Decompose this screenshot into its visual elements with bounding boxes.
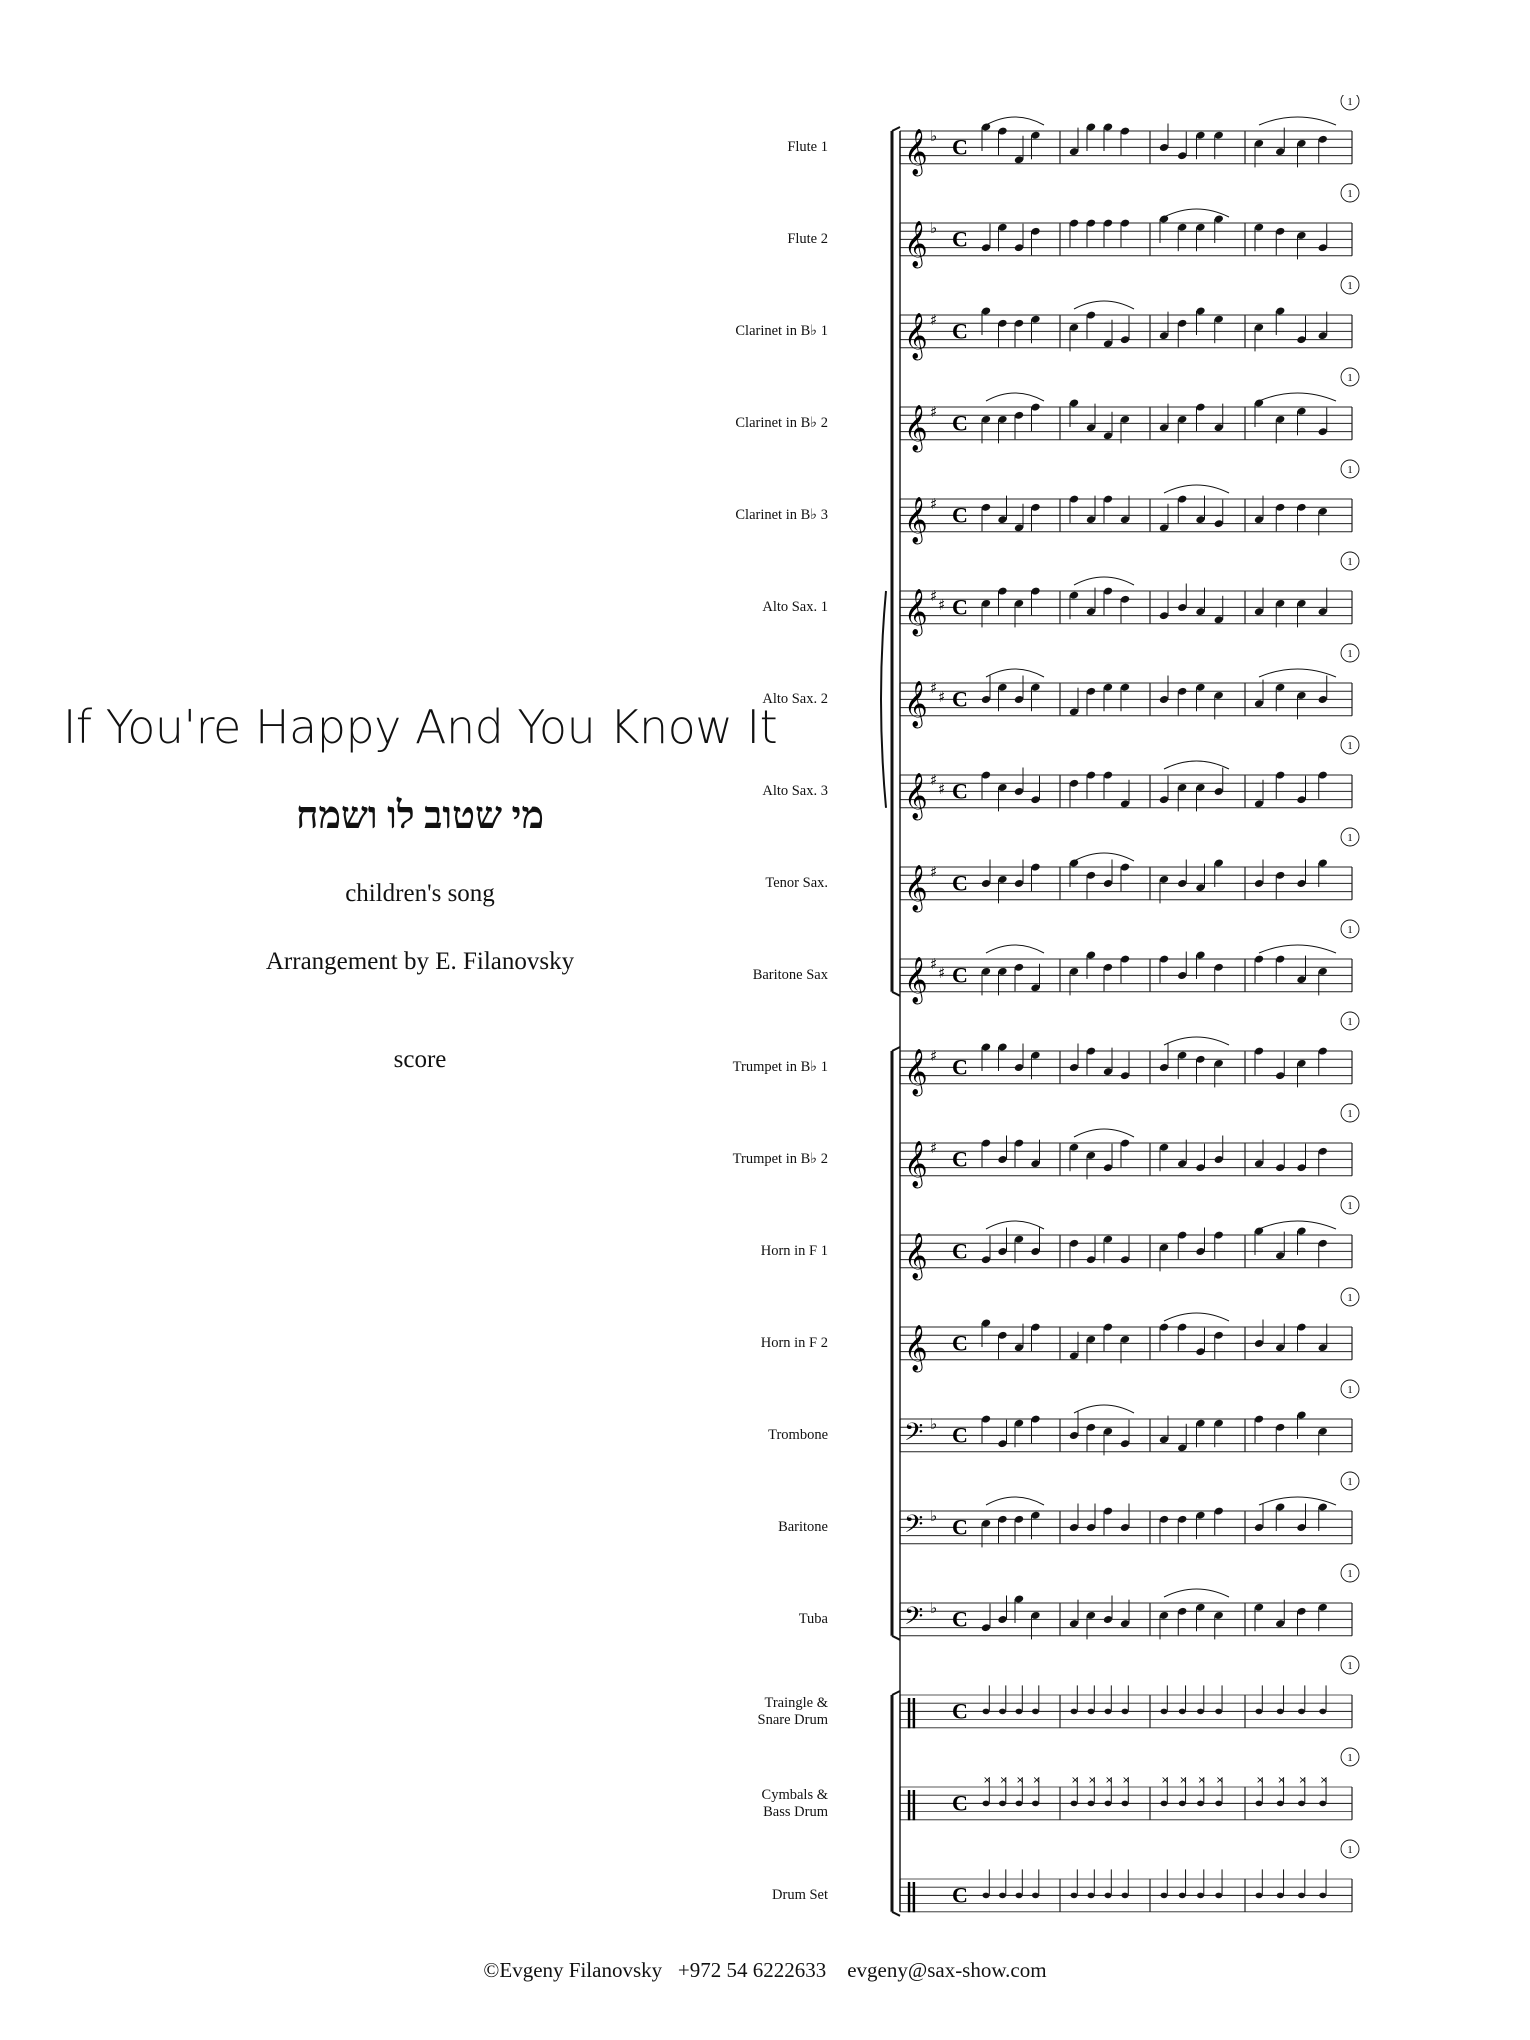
clef-icon: 𝄞 [904, 129, 928, 175]
instrument-label: Horn in F 1 [760, 1243, 828, 1260]
rehearsal-number: 1 [1347, 1108, 1353, 1120]
cymbal-note-icon: × [1161, 1775, 1170, 1786]
rehearsal-number: 1 [1347, 1200, 1353, 1212]
clef-icon: 𝄞 [904, 497, 928, 543]
cymbal-note-icon: × [1032, 1775, 1041, 1786]
key-signature-icon: ♯ [930, 495, 938, 513]
cymbal-note-icon: × [1298, 1775, 1307, 1786]
note-head [983, 1801, 990, 1807]
cymbal-note-icon: × [1197, 1775, 1206, 1786]
note-head [1298, 1709, 1305, 1715]
score-system [732, 95, 1360, 1955]
key-signature-icon: ♯ [938, 780, 946, 798]
bracket-hook [892, 1047, 900, 1051]
instrument-label: Traingle & Snare Drum [757, 1695, 828, 1729]
key-signature-icon: ♭ [930, 127, 938, 145]
note-head [1215, 1801, 1222, 1807]
key-signature-icon: ♯ [930, 955, 938, 973]
clef-icon: 𝄞 [904, 1049, 928, 1095]
clef-icon: 𝄞 [904, 405, 928, 451]
slur [986, 669, 1044, 677]
rehearsal-number: 1 [1347, 1660, 1353, 1672]
rehearsal-number: 1 [1347, 1568, 1353, 1580]
time-signature: C [952, 1146, 968, 1172]
key-signature-icon: ♯ [930, 403, 938, 421]
note-head [999, 1801, 1006, 1807]
cymbal-note-icon: × [1016, 1775, 1025, 1786]
key-signature-icon: ♭ [930, 1415, 938, 1433]
note-head [1016, 1893, 1023, 1899]
cymbal-note-icon: × [1088, 1775, 1097, 1786]
rehearsal-number: 1 [1347, 1844, 1353, 1856]
slur [1164, 761, 1229, 769]
key-signature-icon: ♯ [930, 1047, 938, 1065]
note-head [1179, 1893, 1186, 1899]
time-signature: C [952, 134, 968, 160]
instrument-label: Alto Sax. 1 [762, 599, 828, 616]
bracket-hook [892, 992, 900, 996]
cymbal-note-icon: × [1319, 1775, 1329, 1786]
cymbal-note-icon: × [1179, 1775, 1188, 1786]
note-head [1088, 1801, 1095, 1807]
time-signature: C [952, 410, 968, 436]
note-head [1071, 1893, 1078, 1899]
slur [1074, 1405, 1134, 1413]
time-signature: C [952, 1514, 968, 1540]
rehearsal-number: 1 [1347, 464, 1353, 476]
rehearsal-number: 1 [1347, 96, 1353, 108]
note-head [1071, 1801, 1078, 1807]
note-head [1032, 1801, 1039, 1807]
note-head [1319, 1893, 1326, 1899]
clef-icon: 𝄞 [904, 681, 928, 727]
instrument-label: Baritone Sax [752, 967, 828, 984]
note-head [1105, 1893, 1112, 1899]
key-signature-icon: ♯ [930, 679, 938, 697]
bracket-hook [892, 1636, 900, 1640]
note-head [1161, 1709, 1168, 1715]
rehearsal-number: 1 [1347, 1476, 1353, 1488]
rehearsal-number: 1 [1347, 740, 1353, 752]
instrument-label: Flute 1 [787, 139, 828, 156]
time-signature: C [952, 1238, 968, 1264]
score-label: score [393, 1046, 447, 1073]
instrument-label: Drum Set [772, 1887, 828, 1904]
instrument-label: Trumpet in B♭ 1 [732, 1059, 828, 1076]
note-head [1319, 1801, 1326, 1807]
clef-icon: 𝄞 [904, 221, 928, 267]
note-head [1197, 1709, 1204, 1715]
clef-icon: 𝄞 [904, 1325, 928, 1371]
arranger-credit: Arrangement by E. Filanovsky [265, 948, 575, 975]
score-notation [740, 95, 1360, 1955]
slur [1164, 1037, 1229, 1045]
note-head [999, 1709, 1006, 1715]
note-head [1298, 1893, 1305, 1899]
note-head [1215, 1893, 1222, 1899]
clef-icon: 𝄞 [904, 313, 928, 359]
note-head [1197, 1801, 1204, 1807]
time-signature: C [952, 778, 968, 804]
instrument-label: Trombone [768, 1427, 828, 1444]
slur [986, 945, 1044, 953]
instrument-label: Flute 2 [787, 231, 828, 248]
time-signature: C [952, 962, 968, 988]
note-head [1016, 1801, 1023, 1807]
note-head [1179, 1709, 1186, 1715]
instrument-label: Alto Sax. 2 [762, 691, 828, 708]
clef-icon: 𝄢 [904, 1418, 924, 1453]
note-head [1088, 1893, 1095, 1899]
clef-icon: ‖ [904, 1786, 919, 1821]
instrument-label: Clarinet in B♭ 2 [735, 415, 828, 432]
instrument-label: Tuba [798, 1611, 828, 1628]
note-head [1122, 1893, 1129, 1899]
instrument-label: Clarinet in B♭ 1 [735, 323, 828, 340]
slur [1164, 485, 1229, 493]
note-head [983, 1709, 990, 1715]
footer-copyright: ©Evgeny Filanovsky [483, 1958, 663, 1982]
rehearsal-number: 1 [1347, 188, 1353, 200]
note-head [1197, 1893, 1204, 1899]
cymbal-note-icon: × [1256, 1775, 1265, 1786]
cymbal-note-icon: × [1122, 1775, 1131, 1786]
note-head [1256, 1709, 1263, 1715]
note-head [1088, 1709, 1095, 1715]
footer-phone: +972 54 6222633 [677, 1958, 827, 1982]
slur [1164, 1313, 1229, 1321]
slur [1074, 301, 1134, 309]
time-signature: C [952, 1054, 968, 1080]
note-head [1215, 1709, 1222, 1715]
clef-icon: 𝄞 [904, 957, 928, 1003]
key-signature-icon: ♯ [930, 1139, 938, 1157]
clef-icon: 𝄞 [904, 773, 928, 819]
cymbal-note-icon: × [1215, 1775, 1225, 1786]
key-signature-icon: ♯ [930, 771, 938, 789]
note-head [1122, 1801, 1129, 1807]
slur [1259, 945, 1336, 953]
time-signature: C [952, 1606, 968, 1632]
slur [986, 393, 1044, 401]
note-head [1256, 1801, 1263, 1807]
footer-email: evgeny@sax-show.com [847, 1958, 1047, 1982]
note-head [1016, 1709, 1023, 1715]
time-signature: C [952, 1422, 968, 1448]
slur [1164, 1589, 1229, 1597]
time-signature: C [952, 502, 968, 528]
clef-icon: ‖ [904, 1694, 919, 1729]
hebrew-title: מי שטוב לו ושמח [295, 795, 545, 837]
key-signature-icon: ♭ [930, 219, 938, 237]
rehearsal-number: 1 [1347, 280, 1353, 292]
instrument-label: Cymbals & Bass Drum [761, 1787, 828, 1821]
key-signature-icon: ♯ [938, 688, 946, 706]
slur [1074, 577, 1134, 585]
time-signature: C [952, 226, 968, 252]
instrument-label: Clarinet in B♭ 3 [735, 507, 828, 524]
cymbal-note-icon: × [999, 1775, 1008, 1786]
slur [1259, 1221, 1336, 1229]
note-head [1277, 1801, 1284, 1807]
slur [1074, 1129, 1134, 1137]
note-head [1071, 1709, 1078, 1715]
note-head [1032, 1893, 1039, 1899]
slur [1259, 393, 1336, 401]
note-head [1122, 1709, 1129, 1715]
rehearsal-number: 1 [1347, 1292, 1353, 1304]
clef-icon: 𝄞 [904, 1141, 928, 1187]
bracket-hook [892, 1691, 900, 1695]
note-head [1256, 1893, 1263, 1899]
rehearsal-number: 1 [1347, 1384, 1353, 1396]
note-head [999, 1893, 1006, 1899]
time-signature: C [952, 1698, 968, 1724]
clef-icon: 𝄢 [904, 1602, 924, 1637]
bracket-hook [892, 1912, 900, 1916]
note-head [1277, 1893, 1284, 1899]
slur [1259, 669, 1336, 677]
instrument-label: Tenor Sax. [765, 875, 828, 892]
cymbal-note-icon: × [983, 1775, 992, 1786]
time-signature: C [952, 318, 968, 344]
note-head [1179, 1801, 1186, 1807]
instrument-label: Baritone [778, 1519, 828, 1536]
brace [881, 591, 886, 808]
subtitle: children's song [345, 880, 495, 907]
note-head [1105, 1709, 1112, 1715]
clef-icon: 𝄢 [904, 1510, 924, 1545]
instrument-label: Trumpet in B♭ 2 [732, 1151, 828, 1168]
time-signature: C [952, 686, 968, 712]
cymbal-note-icon: × [1277, 1775, 1286, 1786]
song-title: If You're Happy And You Know It [62, 700, 778, 754]
time-signature: C [952, 870, 968, 896]
rehearsal-number: 1 [1347, 372, 1353, 384]
note-head [1105, 1801, 1112, 1807]
clef-icon: 𝄞 [904, 1233, 928, 1279]
note-head [1319, 1709, 1326, 1715]
time-signature: C [952, 1882, 968, 1908]
rehearsal-number: 1 [1347, 1016, 1353, 1028]
note-head [1161, 1801, 1168, 1807]
clef-icon: 𝄞 [904, 589, 928, 635]
key-signature-icon: ♯ [930, 863, 938, 881]
time-signature: C [952, 1790, 968, 1816]
key-signature-icon: ♯ [930, 587, 938, 605]
note-head [1298, 1801, 1305, 1807]
note-head [1161, 1893, 1168, 1899]
note-head [983, 1893, 990, 1899]
time-signature: C [952, 1330, 968, 1356]
bracket-hook [892, 127, 900, 131]
rehearsal-number: 1 [1347, 832, 1353, 844]
slur [986, 1497, 1044, 1505]
key-signature-icon: ♯ [938, 596, 946, 614]
slur [1259, 117, 1336, 125]
rehearsal-number: 1 [1347, 648, 1353, 660]
cymbal-note-icon: × [1071, 1775, 1080, 1786]
key-signature-icon: ♯ [938, 964, 946, 982]
slur [986, 1221, 1044, 1229]
note-head [1032, 1709, 1039, 1715]
slur [1074, 853, 1134, 861]
time-signature: C [952, 594, 968, 620]
clef-icon: 𝄞 [904, 865, 928, 911]
clef-icon: ‖ [904, 1878, 919, 1913]
note-head [1277, 1709, 1284, 1715]
instrument-label: Alto Sax. 3 [762, 783, 828, 800]
rehearsal-number: 1 [1347, 924, 1353, 936]
key-signature-icon: ♭ [930, 1599, 938, 1617]
key-signature-icon: ♭ [930, 1507, 938, 1525]
key-signature-icon: ♯ [930, 311, 938, 329]
slur [986, 117, 1044, 125]
cymbal-note-icon: × [1105, 1775, 1114, 1786]
rehearsal-number: 1 [1347, 556, 1353, 568]
rehearsal-number: 1 [1347, 1752, 1353, 1764]
footer [0, 1958, 1530, 1983]
instrument-label: Horn in F 2 [760, 1335, 828, 1352]
